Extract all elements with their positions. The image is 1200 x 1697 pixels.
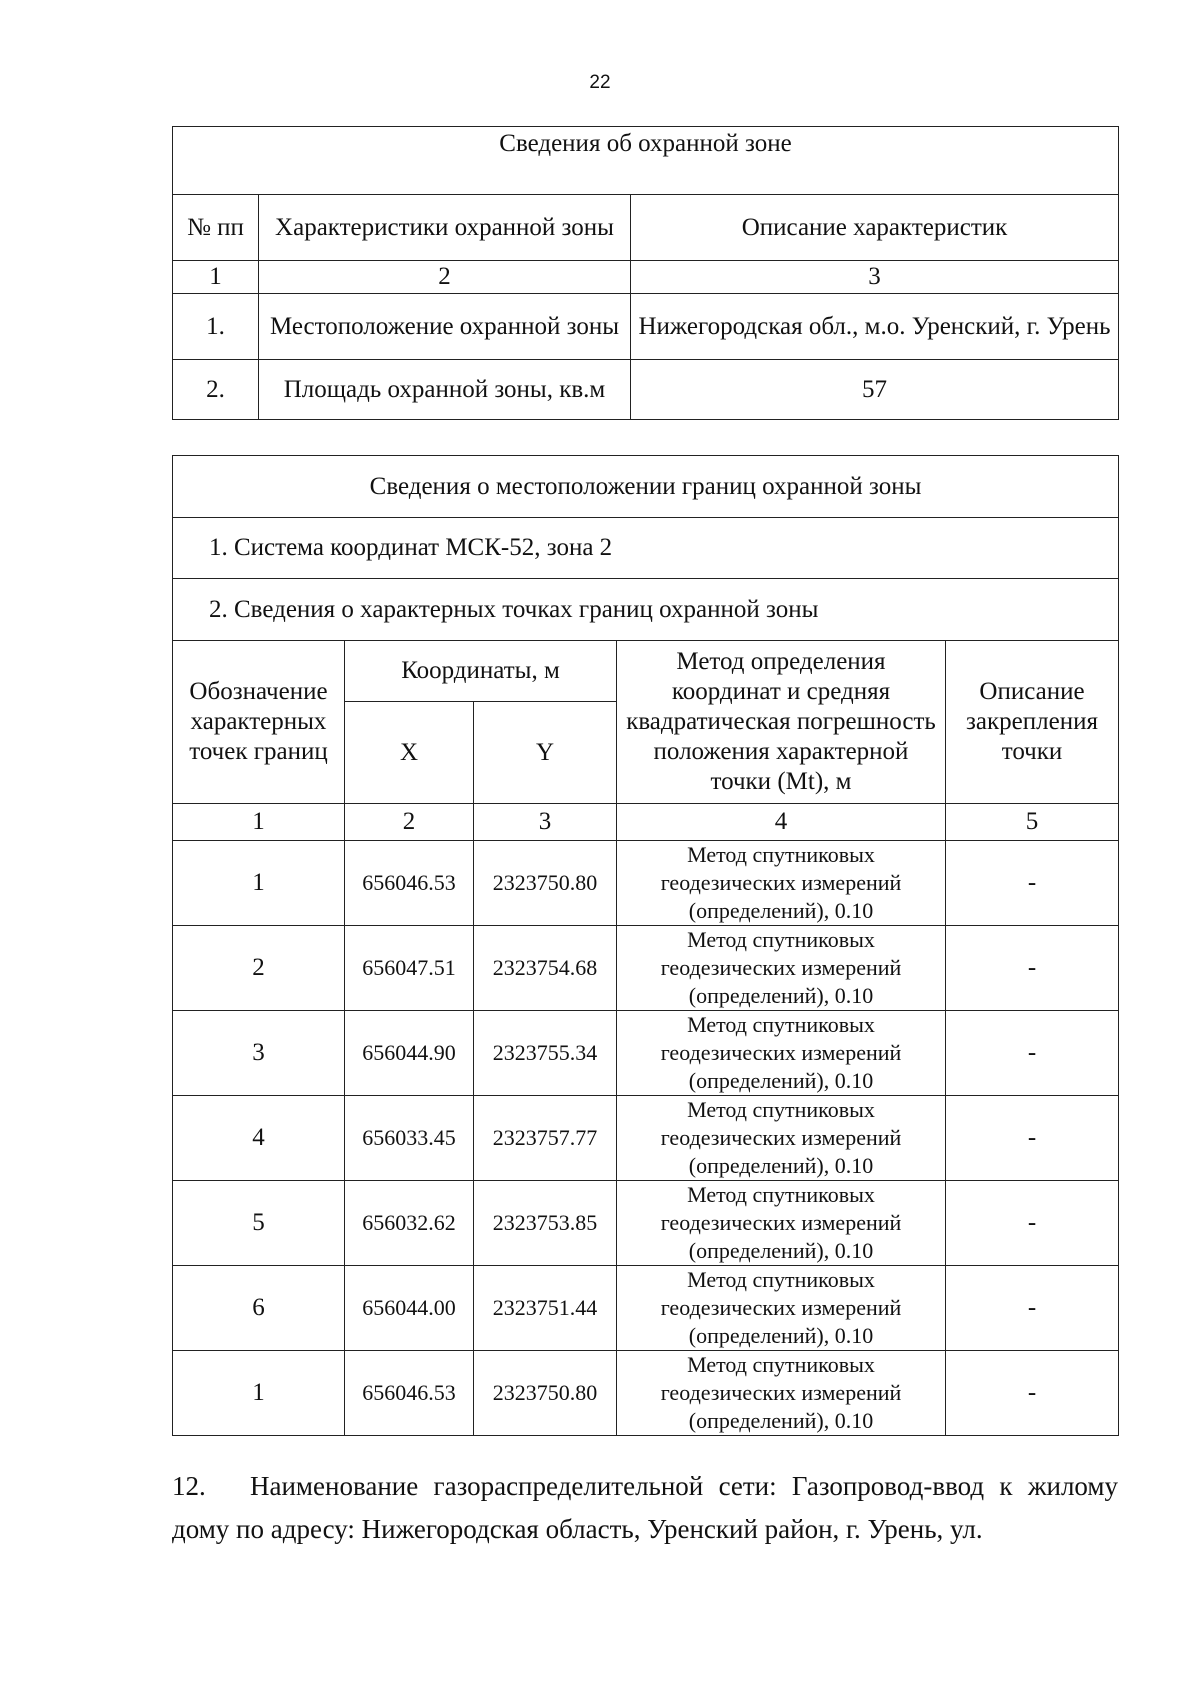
point-description: -	[946, 926, 1119, 1011]
method: Метод спутниковых геодезических измерений (определений), 0.10	[617, 1181, 946, 1266]
point-id: 1	[173, 1351, 345, 1436]
coord-x: 656032.62	[345, 1181, 474, 1266]
coord-x: 656044.00	[345, 1266, 474, 1351]
point-description: -	[946, 1181, 1119, 1266]
row-name: Площадь охранной зоны, кв.м	[259, 360, 631, 420]
coord-y: 2323750.80	[474, 1351, 617, 1436]
coord-y: 2323750.80	[474, 841, 617, 926]
point-id: 6	[173, 1266, 345, 1351]
point-id: 1	[173, 841, 345, 926]
table1-colnum: 2	[259, 261, 631, 294]
table2-title: Сведения о местоположении границ охранной зоны	[173, 456, 1119, 518]
method: Метод спутниковых геодезических измерений (определений), 0.10	[617, 926, 946, 1011]
paragraph-number: 12.	[172, 1471, 206, 1501]
table-row	[173, 1011, 1119, 1096]
point-description: -	[946, 1266, 1119, 1351]
row-value: Нижегородская обл., м.о. Уренский, г. Урень	[631, 294, 1119, 360]
coordinate-system: 1. Система координат МСК-52, зона 2	[173, 518, 1119, 579]
table-row	[173, 841, 1119, 926]
row-name: Местоположение охранной зоны	[259, 294, 631, 360]
method: Метод спутниковых геодезических измерений (определений), 0.10	[617, 1096, 946, 1181]
table2-colnum: 2	[345, 804, 474, 841]
point-description: -	[946, 1351, 1119, 1436]
method: Метод спутниковых геодезических измерений (определений), 0.10	[617, 1011, 946, 1096]
coord-x: 656044.90	[345, 1011, 474, 1096]
header-y: Y	[474, 702, 617, 804]
point-description: -	[946, 841, 1119, 926]
row-number: 1.	[173, 294, 259, 360]
protection-zone-info-table	[172, 126, 1119, 420]
point-id: 2	[173, 926, 345, 1011]
table1-colnum: 1	[173, 261, 259, 294]
table2-colnum: 4	[617, 804, 946, 841]
table-row	[173, 1266, 1119, 1351]
table1-header-description: Описание характеристик	[631, 195, 1119, 261]
section-paragraph	[172, 1465, 1118, 1551]
table2-colnum: 5	[946, 804, 1119, 841]
coord-y: 2323753.85	[474, 1181, 617, 1266]
point-id: 4	[173, 1096, 345, 1181]
table1-header-num: № пп	[173, 195, 259, 261]
coord-x: 656033.45	[345, 1096, 474, 1181]
header-designation: Обозначение характерных точек границ	[173, 641, 345, 804]
coord-y: 2323754.68	[474, 926, 617, 1011]
paragraph-text: Наименование газораспределительной сети: Газопровод-ввод к жилому дому по адресу: Нижегородская область, Уренский район, г. Урень, ул.	[172, 1471, 1118, 1544]
table-row	[173, 294, 1119, 360]
coord-y: 2323755.34	[474, 1011, 617, 1096]
table1-colnum: 3	[631, 261, 1119, 294]
method: Метод спутниковых геодезических измерений (определений), 0.10	[617, 841, 946, 926]
table1-header-characteristics: Характеристики охранной зоны	[259, 195, 631, 261]
point-description: -	[946, 1011, 1119, 1096]
header-coordinates: Координаты, м	[345, 641, 617, 702]
header-description: Описание закрепления точки	[946, 641, 1119, 804]
boundary-location-table	[172, 455, 1119, 1436]
header-x: X	[345, 702, 474, 804]
header-method: Метод определения координат и средняя квадратическая погрешность положения характерной точки (Mt), м	[617, 641, 946, 804]
table-row	[173, 1096, 1119, 1181]
table-row	[173, 360, 1119, 420]
coord-x: 656047.51	[345, 926, 474, 1011]
point-description: -	[946, 1096, 1119, 1181]
method: Метод спутниковых геодезических измерений (определений), 0.10	[617, 1351, 946, 1436]
table1-title: Сведения об охранной зоне	[173, 127, 1119, 195]
method: Метод спутниковых геодезических измерений (определений), 0.10	[617, 1266, 946, 1351]
coord-x: 656046.53	[345, 841, 474, 926]
row-value: 57	[631, 360, 1119, 420]
table-row	[173, 1351, 1119, 1436]
page-number: 22	[589, 72, 611, 93]
coord-y: 2323751.44	[474, 1266, 617, 1351]
table-row	[173, 926, 1119, 1011]
coord-x: 656046.53	[345, 1351, 474, 1436]
point-id: 3	[173, 1011, 345, 1096]
points-title: 2. Сведения о характерных точках границ охранной зоны	[173, 579, 1119, 641]
row-number: 2.	[173, 360, 259, 420]
point-id: 5	[173, 1181, 345, 1266]
table2-colnum: 1	[173, 804, 345, 841]
table-row	[173, 1181, 1119, 1266]
table2-colnum: 3	[474, 804, 617, 841]
coord-y: 2323757.77	[474, 1096, 617, 1181]
